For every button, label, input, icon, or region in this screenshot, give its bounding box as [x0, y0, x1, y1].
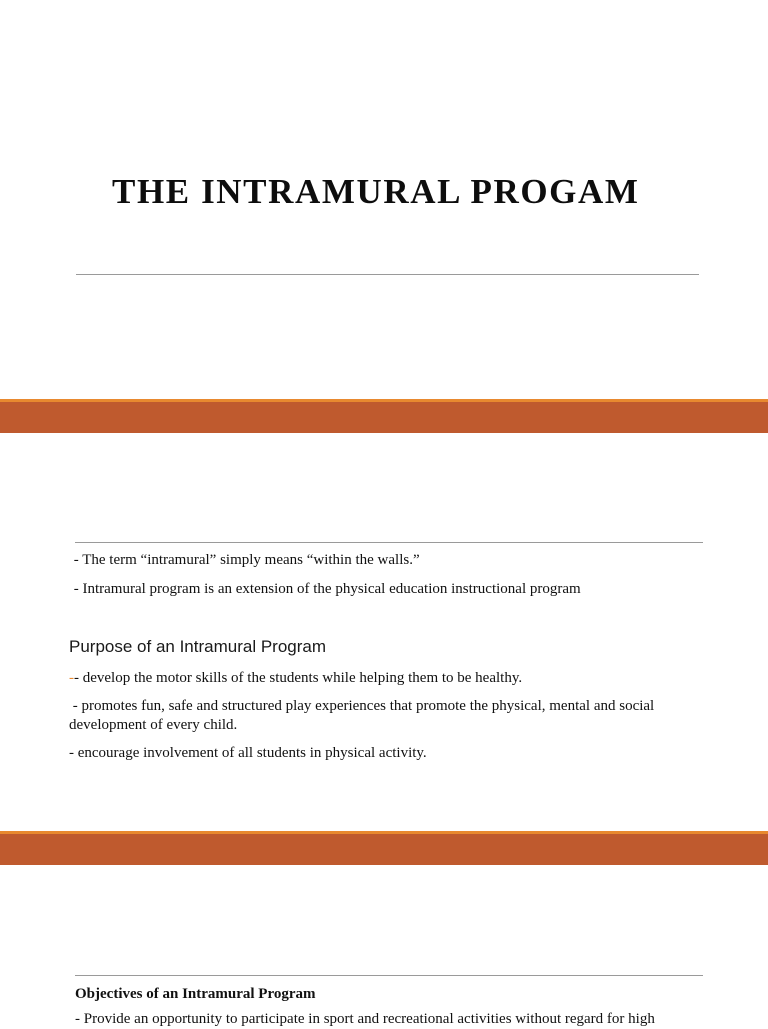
- slide-2-top-rule: [75, 542, 703, 543]
- purpose-item-1: [69, 669, 709, 688]
- slide-separator-band: [0, 831, 768, 865]
- purpose-item-3: - encourage involvement of all students in physical activity.: [69, 745, 427, 761]
- definition-line-2: - Intramural program is an extension of the physical education instructional program: [70, 581, 581, 597]
- title-underline: [76, 274, 699, 275]
- slide-3-top-rule: [75, 975, 703, 976]
- slide-title: THE INTRAMURAL PROGAM: [112, 172, 640, 211]
- purpose-item-1-text: - develop the motor skills of the students while helping them to be healthy.: [74, 670, 523, 686]
- objectives-heading: Objectives of an Intramural Program: [75, 986, 316, 1002]
- purpose-heading: Purpose of an Intramural Program: [69, 637, 327, 656]
- definition-line-1: - The term “intramural” simply means “within the walls.”: [70, 552, 420, 568]
- orange-dash-marker: -: [69, 670, 74, 686]
- objectives-line-1: - Provide an opportunity to participate in sport and recreational activities without regard for high: [75, 1011, 655, 1027]
- slide-separator-band: [0, 399, 768, 433]
- purpose-item-2: - promotes fun, safe and structured play experiences that promote the physical, mental and social development of every child.: [69, 698, 658, 733]
